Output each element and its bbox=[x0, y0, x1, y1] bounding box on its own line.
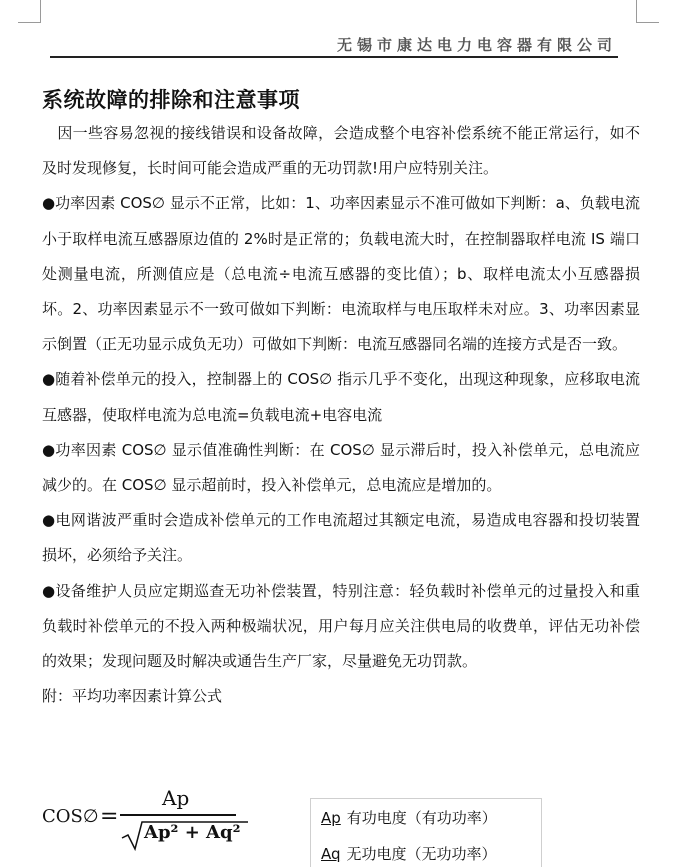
formula-lhs: COS∅ bbox=[42, 806, 99, 827]
page-corner-mark-left bbox=[18, 0, 41, 23]
formula-fraction-bar bbox=[120, 814, 236, 816]
legend-symbol: Aq bbox=[321, 845, 341, 863]
document-title: 系统故障的排除和注意事项 bbox=[42, 87, 300, 112]
header-company-name: 无锡市康达电力电容器有限公司 bbox=[336, 36, 617, 54]
formula-equals: = bbox=[100, 804, 119, 829]
maintenance-paragraph: ●设备维护人员应定期巡查无功补偿装置，特别注意：轻负载时补偿单元的过量投入和重负载时补偿单元的不投入两种极端状况，用户每月应关注供电局的收费单，评估无功补偿的效果；发现问题及时解决或通告生产厂家，尽量避免无功罚款。 bbox=[42, 581, 640, 671]
legend-row-reactive bbox=[321, 843, 497, 864]
header-rule bbox=[50, 56, 618, 58]
formula-denominator-text: Ap² + Aq² bbox=[144, 822, 241, 843]
document-body bbox=[42, 116, 640, 714]
compensation-indicator-paragraph: ●随着补偿单元的投入，控制器上的 COS∅ 指示几乎不变化，出现这种现象，应移取电流互感器，使取样电流为总电流=负载电流+电容电流 bbox=[42, 370, 640, 424]
legend-row-active bbox=[321, 807, 497, 828]
legend-symbol: Ap bbox=[321, 809, 341, 827]
power-factor-formula bbox=[42, 786, 272, 856]
harmonics-paragraph: ●电网谐波严重时会造成补偿单元的工作电流超过其额定电流，易造成电容器和投切装置损坏，必须给予关注。 bbox=[42, 511, 640, 565]
legend-text: 无功电度（无功功率） bbox=[346, 845, 497, 863]
formula-legend bbox=[310, 798, 542, 867]
formula-denominator bbox=[120, 818, 250, 852]
legend-text: 有功电度（有功功率） bbox=[346, 809, 497, 827]
power-factor-display-paragraph: ●功率因素 COS∅ 显示不正常，比如：1、功率因素显示不准可做如下判断：a、负载电流小于取样电流互感器原边值的 2%时是正常的；负载电流大时，在控制器取样电流 IS 端口处测量电流，所测值应是（总电流÷电流互感器的变比值）；b、取样电流太小互感器损坏。2、功率因素显示不一致可做如下判断：电流取样与电压取样未对应。3、功率因素显示倒置（正无功显示成负无功）可做如下判断：电流互感器同名端的连接方式是否一致。 bbox=[42, 194, 640, 354]
formula-numerator: Ap bbox=[162, 786, 190, 810]
intro-paragraph: 因一些容易忽视的接线错误和设备故障，会造成整个电容补偿系统不能正常运行，如不及时发现修复，长时间可能会造成严重的无功罚款!用户应特别关注。 bbox=[42, 124, 640, 178]
appendix-label: 附：平均功率因素计算公式 bbox=[42, 687, 223, 706]
accuracy-check-paragraph: ●功率因素 COS∅ 显示值准确性判断：在 COS∅ 显示滞后时，投入补偿单元，总电流应减少的。在 COS∅ 显示超前时，投入补偿单元，总电流应是增加的。 bbox=[42, 440, 640, 495]
page-corner-mark-right bbox=[636, 0, 659, 23]
